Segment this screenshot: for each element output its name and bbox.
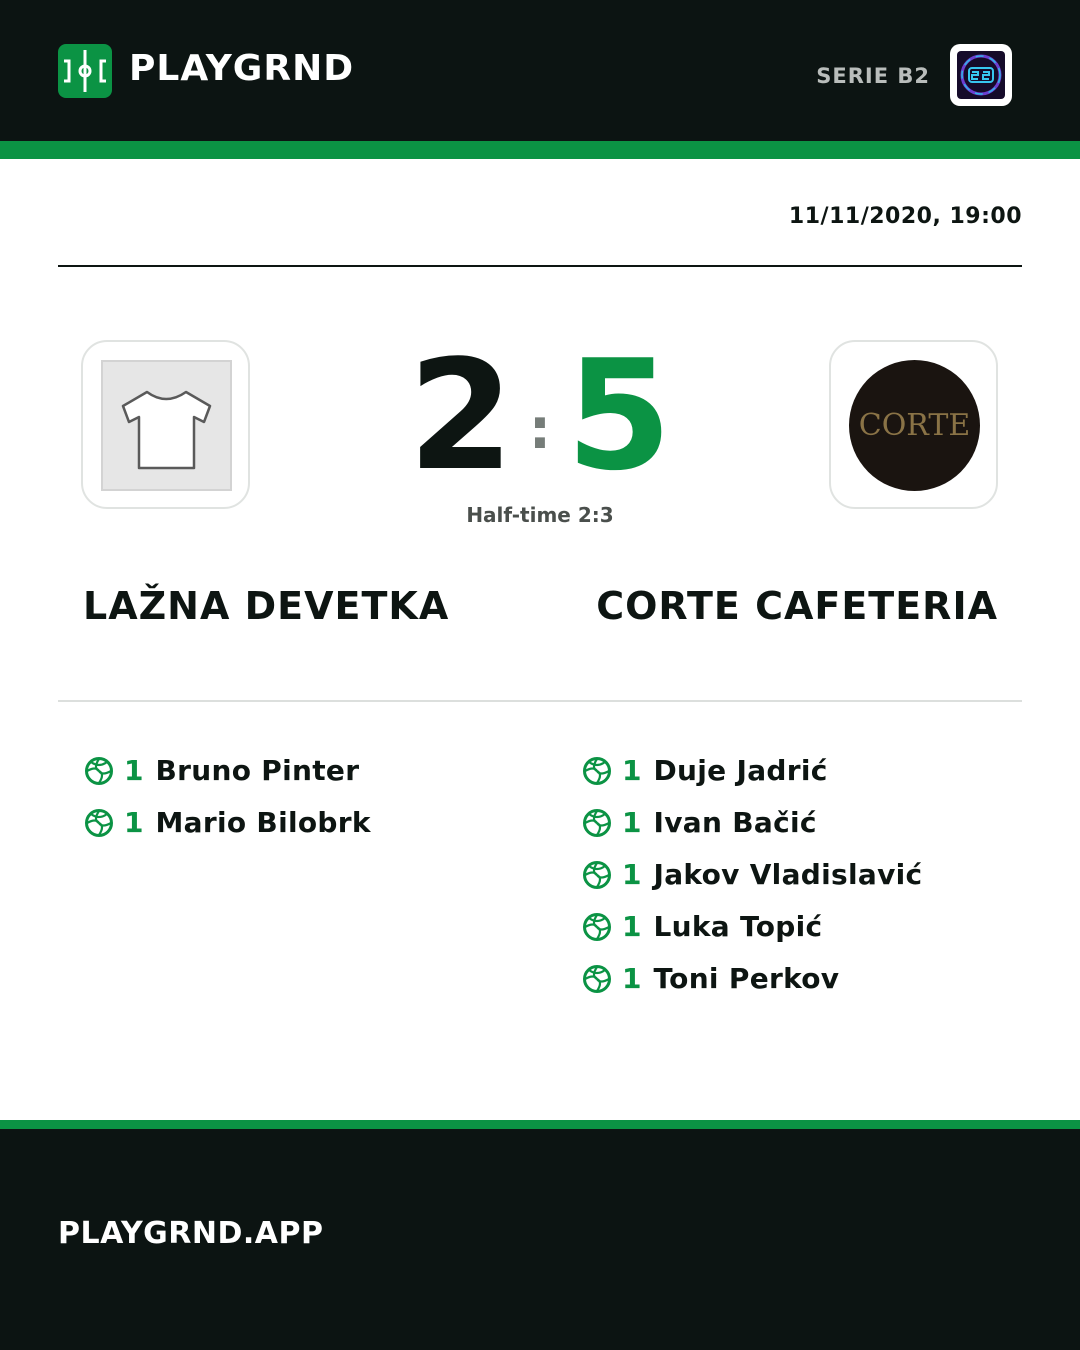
player-name: Toni Perkov (653, 962, 840, 995)
corte-logo-text: CORTE (858, 408, 971, 443)
footer-accent-stripe (0, 1120, 1080, 1129)
ball-icon (582, 860, 612, 890)
ball-icon (582, 964, 612, 994)
ball-icon (84, 756, 114, 786)
top-bar (0, 0, 1080, 141)
goal-count: 1 (622, 806, 642, 839)
list-item (582, 797, 922, 849)
player-name: Luka Topić (653, 910, 823, 943)
corte-logo (849, 360, 980, 491)
goal-count: 1 (124, 806, 144, 839)
ball-icon (84, 808, 114, 838)
goal-count: 1 (124, 754, 144, 787)
match-datetime: 11/11/2020, 19:00 (788, 204, 1022, 229)
player-name: Mario Bilobrk (155, 806, 371, 839)
list-item (84, 745, 371, 797)
goal-count: 1 (622, 754, 642, 787)
away-team-crest (829, 340, 998, 509)
home-score: 2 (408, 327, 514, 504)
away-team-name: CORTE CAFETERIA (596, 584, 998, 628)
player-name: Duje Jadrić (653, 754, 828, 787)
goal-count: 1 (622, 858, 642, 891)
pitch-icon (58, 44, 112, 98)
ball-icon (582, 756, 612, 786)
list-item (582, 901, 922, 953)
home-team-name: LAŽNA DEVETKA (83, 584, 450, 628)
goal-count: 1 (622, 910, 642, 943)
away-scorers-list (582, 745, 922, 1005)
halftime-score: Half-time 2:3 (466, 503, 614, 527)
brand-name: PLAYGRND (129, 48, 355, 89)
ball-icon (582, 912, 612, 942)
away-score: 5 (566, 327, 672, 504)
score-separator: : (528, 397, 552, 462)
divider (58, 265, 1022, 267)
player-name: Ivan Bačić (653, 806, 817, 839)
header-accent-stripe (0, 141, 1080, 159)
player-name: Jakov Vladislavić (653, 858, 923, 891)
ball-icon (582, 808, 612, 838)
home-team-crest (81, 340, 250, 509)
home-scorers-list (84, 745, 371, 849)
divider (58, 700, 1022, 702)
list-item (582, 953, 922, 1005)
player-name: Bruno Pinter (155, 754, 360, 787)
shirt-icon (101, 360, 232, 491)
league-name: SERIE B2 (816, 64, 930, 88)
list-item (84, 797, 371, 849)
footer-url-link[interactable]: PLAYGRND.APP (58, 1216, 324, 1251)
list-item (582, 745, 922, 797)
goal-count: 1 (622, 962, 642, 995)
b2-league-badge-icon (950, 44, 1012, 106)
list-item (582, 849, 922, 901)
